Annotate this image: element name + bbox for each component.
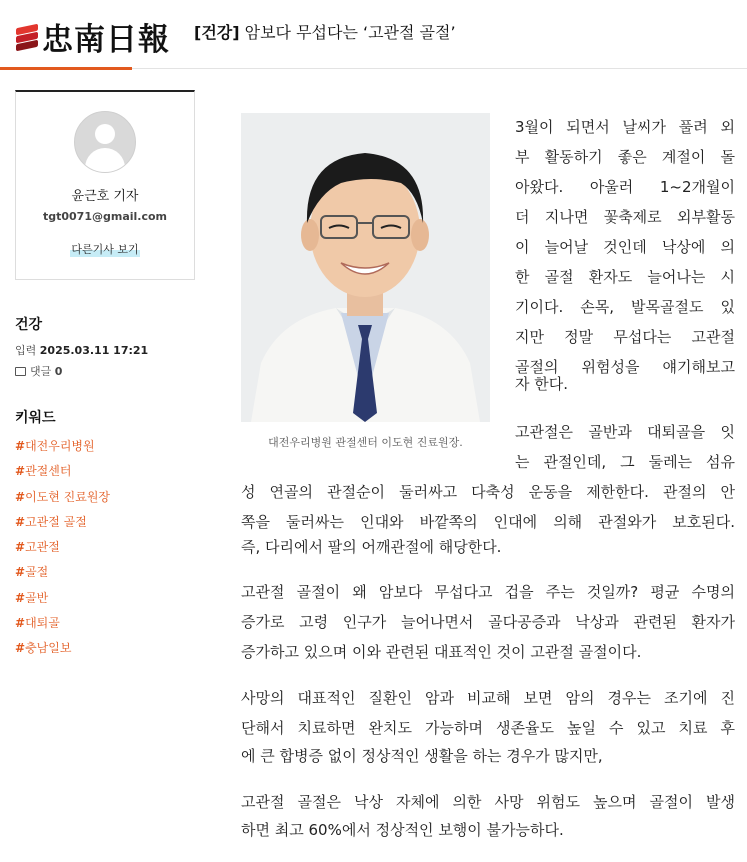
- header-accent-bar: [0, 67, 132, 70]
- keyword-link[interactable]: #충남일보: [15, 641, 72, 656]
- keyword-link[interactable]: #골반: [15, 590, 49, 605]
- body-line: 증가하고 있으며 이와 관련된 대표적인 것이 고관절 골절이다.: [241, 643, 642, 661]
- body-line: 즉, 다리에서 팔의 어깨관절에 해당한다.: [241, 538, 502, 556]
- body-line: 골절의 위험성을 얘기해보고: [515, 358, 735, 376]
- site-header: [0, 0, 747, 69]
- body-line: 한 골절 환자도 늘어나는 시: [515, 268, 735, 286]
- article-headline: [194, 20, 456, 43]
- photo-caption: 대전우리병원 관절센터 이도현 진료원장.: [268, 436, 463, 449]
- body-line: 고관절 골절이 왜 암보다 무섭다고 겁을 주는 것일까? 평균 수명의: [241, 583, 735, 601]
- reporter-name: 윤근호 기자: [71, 189, 139, 204]
- body-line: 3월이 되면서 날씨가 풀려 외: [515, 118, 735, 136]
- body-line: 지만 정말 무섭다는 고관절: [515, 328, 735, 346]
- body-line: 부 활동하기 좋은 계절이 돌: [515, 148, 735, 166]
- body-line: 하면 최고 60%에서 정상적인 보행이 불가능하다.: [241, 821, 564, 839]
- logo-text: 忠南日報: [42, 22, 170, 58]
- headline-title: 암보다 무섭다는 ‘고관절 골절’: [244, 23, 456, 42]
- keyword-link[interactable]: #대전우리병원: [15, 439, 95, 453]
- body-line: 더 지나면 꽃축제로 외부활동: [515, 208, 735, 226]
- body-line: 단해서 치료하면 완치도 가능하며 생존율도 높일 수 있고 치료 후: [241, 719, 735, 737]
- comment-count: 0: [54, 364, 63, 378]
- keywords-title: 키워드: [15, 410, 56, 426]
- keyword-link[interactable]: #고관절 골절: [15, 514, 87, 529]
- site-logo[interactable]: [16, 14, 170, 59]
- avatar: [74, 111, 136, 173]
- body-line: 자 한다.: [515, 375, 569, 393]
- keywords-panel: [15, 407, 195, 666]
- comment-label: 댓글: [30, 365, 52, 378]
- body-line: 기이다. 손목, 발목골절도 있: [515, 298, 735, 316]
- headline-category: [건강]: [194, 23, 240, 42]
- body-line: 사망의 대표적인 질환인 암과 비교해 보면 암의 경우는 조기에 진: [241, 689, 735, 707]
- logo-mark-icon: [16, 26, 38, 48]
- reporter-card: [15, 90, 195, 280]
- doctor-photo: [241, 113, 490, 422]
- body-line: 쪽을 둘러싸는 인대와 바깥쪽의 인대에 의해 관절와가 보호된다.: [241, 513, 735, 531]
- comment-icon: [15, 367, 26, 376]
- more-articles-link[interactable]: 다른기사 보기: [71, 243, 139, 256]
- body-line: 에 큰 합병증 없이 정상적인 생활을 하는 경우가 많지만,: [241, 747, 603, 765]
- body-line: 성 연골의 관절순이 둘러싸고 다축성 운동을 제한한다. 관절의 안: [241, 483, 735, 501]
- comment-row[interactable]: [15, 363, 195, 379]
- input-date-row: [15, 342, 195, 358]
- section-name[interactable]: 건강: [15, 317, 43, 333]
- keyword-link[interactable]: #골절: [15, 565, 49, 580]
- keyword-link[interactable]: #관절센터: [15, 464, 72, 479]
- keyword-link[interactable]: #고관절: [15, 540, 60, 555]
- body-line: 고관절 골절은 낙상 자체에 의한 사망 위험도 높으며 골절이 발생: [241, 793, 735, 811]
- doctor-portrait-image: [241, 113, 490, 422]
- input-label: 입력: [15, 344, 37, 357]
- body-line: 고관절은 골반과 대퇴골을 잇: [515, 423, 735, 441]
- keyword-link[interactable]: #이도현 진료원장: [15, 489, 111, 504]
- reporter-email: tgt0071@gmail.com: [42, 210, 168, 223]
- body-line: 이 늘어날 것인데 낙상에 의: [515, 238, 735, 256]
- input-date: 2025.03.11 17:21: [39, 344, 149, 357]
- keyword-link[interactable]: #대퇴골: [15, 616, 60, 631]
- body-line: 는 관절인데, 그 둘레는 섬유: [515, 453, 735, 471]
- article-meta: [15, 314, 195, 379]
- body-line: 증가로 고령 인구가 늘어나면서 골다공증과 낙상과 관련된 환자가: [241, 613, 735, 631]
- body-line: 아왔다. 아울러 1~2개월이: [515, 178, 735, 196]
